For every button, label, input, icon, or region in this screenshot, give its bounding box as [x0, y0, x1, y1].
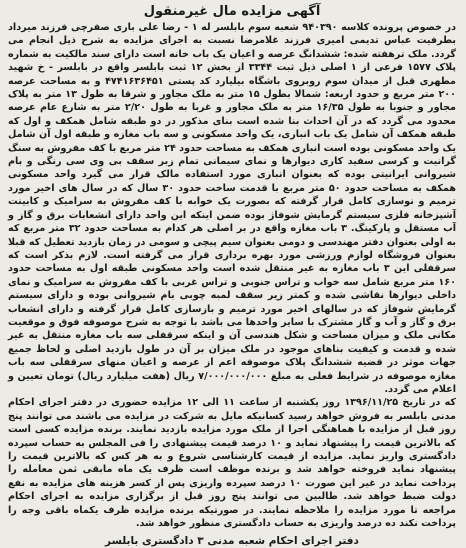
notice-paragraph-2: که در تاریخ ۱۳۹۶/۱۱/۲۵ روز یکشنبه از ساعت ۱۱ الی ۱۲ مزایده حضوری در دفتر اجرای احکام مدنی بابلسر به فروش خواهد رسید کسانیکه مایل به شرکت در مزایده می باشند می توانند پنج روز قبل از مزایده با هماهنگی اجرا از ملک مورد مزایده بازدید نمایند. برنده مزایده کسی است که بالاترین قیمت را پیشنهاد نماید و ۱۰ درصد قیمت پیشنهادی را فی المجلس به حساب سپرده دادگستری واریز نماید. مزایده از قیمت کارشناسی شروع و به هر کس که بالاترین قیمت را پیشنهاد نماید فروخته خواهد شد و برنده موظف است ظرف یک ماه مابقی ثمن معامله را پرداخت نماید در غیر این صورت ۱۰ درصد سپرده واریزی پس از کسر هزینه های مزایده به نفع دولت ضبط خواهد شد. طالبین می توانند پنج روز قبل از برگزاری مزایده به اجرای احکام مراجعه تا مورد مزایده را ملاحظه نمایند. در صورتیکه برنده مزایده ظرف یکماه باقی وجه را پرداخت نکند ده درصد واریزی به حساب دادگستری منظور خواهد شد. — [8, 397, 456, 530]
notice-title: آگهی مزایده مال غیرمنقول — [143, 4, 321, 19]
notice-signature: دفتر اجرای احکام شعبه مدنی ۳ دادگستری بابلسر — [105, 535, 359, 548]
notice-paragraph-1: در خصوص پرونده کلاسه ۹۴۰۳۹۰ شعبه سوم بابلسر له ۱ - رضا علی باری صفرچی فرزند میرداد بطرفیت عباس تدیمی امیری فرزند غلامرضا نسبت به اجرای مزایده به شرح ذیل انجام می گردد. ملک ترهفته شده: ششدانگ عرصه و اعیان یک باب خانه است دارای سند مالکیت به شماره پلاک ۱۵۷۷ فرعی از ۱ اصلی ذیل ثبت ۳۳۴۴ از بخش ۱۲ ثبت بابلسر واقع در بابلسر - خ شهید مطهری قبل از میدان سوم روبروی باشگاه بیلیارد کد پستی ۴۷۴۱۶۳۶۴۵۱ و به مساحت عرصه ۲۰۰ متر مربع و حدود اربعه: شمالا بطول ۱۵ متر به ملک مجاور و شرقا به طول ۱۳ متر به پلاک مجاور و جنوبا به طول ۱۶/۳۵ متر به ملک مجاور و غربا به طول ۲/۲۰ متر به شارع عام عرصه محدود می گردد که در آن احداث بنا شده است بنای مذکور در دو طبقه شامل همکف و اول که طبقه همکف آن شامل یک باب انباری، یک واحد مسکونی و سه باب مغازه و طبقه اول آن شامل یک واحد مسکونی بوده است انباری همکف به مساحت حدود ۲۴ متر مربع با کف مفروش به سنگ گرانیت و کرسی سفید کاری دیوارها و نمای سیمانی تمام زبر سقف بی وی سی رنگی و بام شیروانی ایرانیتی بوده که بعنوان انباری مورد استفاده مالک قرار می گیرد واحد مسکونی همکف به مساحت حدود ۵۰ متر مربع با قدمت ساخت حدود ۳۰ سال که در سال های اخیر مورد ترمیم و نوسازی کامل قرار گرفته که بصورت یک خوابه با کف مفروش به سرامیک و کابینت آشپزخانه فلزی سیستم گرمایش شوفاژ بوده ضمن اینکه این واحد دارای انشعابات برق و گاز و آب مستقل و پارکینگ. ۳ باب مغازه واقع در بر اصلی هر کدام به مساحت حدود ۳۲ متر مربع که به اولی بعنوان دفتر مهندسی و دومی بعنوان سیم پیچی و سومی در زمان بازدید تعطیل که قبلا بعنوان فروشگاه لوازم ورزشی مورد بهره برداری قرار می گرفته است. لازم بذکر است که سرقفلی این ۳ باب مغازه به غیر منتقل شده است واحد مسکونی طبقه اول به مساحت حدود ۱۶۰ متر مربع شامل سه خواب و تراس جنوبی و تراس غربی با کف مفروش به سرامیک و نمای داخلی دیوارها نقاشی شده و کمتر زیر سقف لمبه چوبی بام شیروانی بوده و دارای سیستم گرمایش شوفاژ که در سالهای اخیر مورد ترمیم و بازسازی کامل قرار گرفته و دارای انشعاب برق و گاز و آب و گاز مشترک با سایر واحدها می باشد با توجه به شرح موصوفه فوق و موقعیت مکانی ملک و میزان مساحت و شکل هندسی آن و اینکه سرقفلی سه باب مغازه منتقل به غیر شده و قدمت و کیفیت بناهای موجود در ملک میزان بر آن در طول بازدید اصلی و لحاظ جمیع جهات موثر در قضیه ششدانگ پلاک موصوفه اعم از عرصه و اعیان منهای سرقفلی سه باب مغازه موصوفه در شرایط فعلی به مبلغ ۷/۰۰۰/۰۰۰/۰۰۰ ریال (هفت میلیارد ریال) تومان تعیین و اعلام می گردد. — [8, 22, 457, 395]
